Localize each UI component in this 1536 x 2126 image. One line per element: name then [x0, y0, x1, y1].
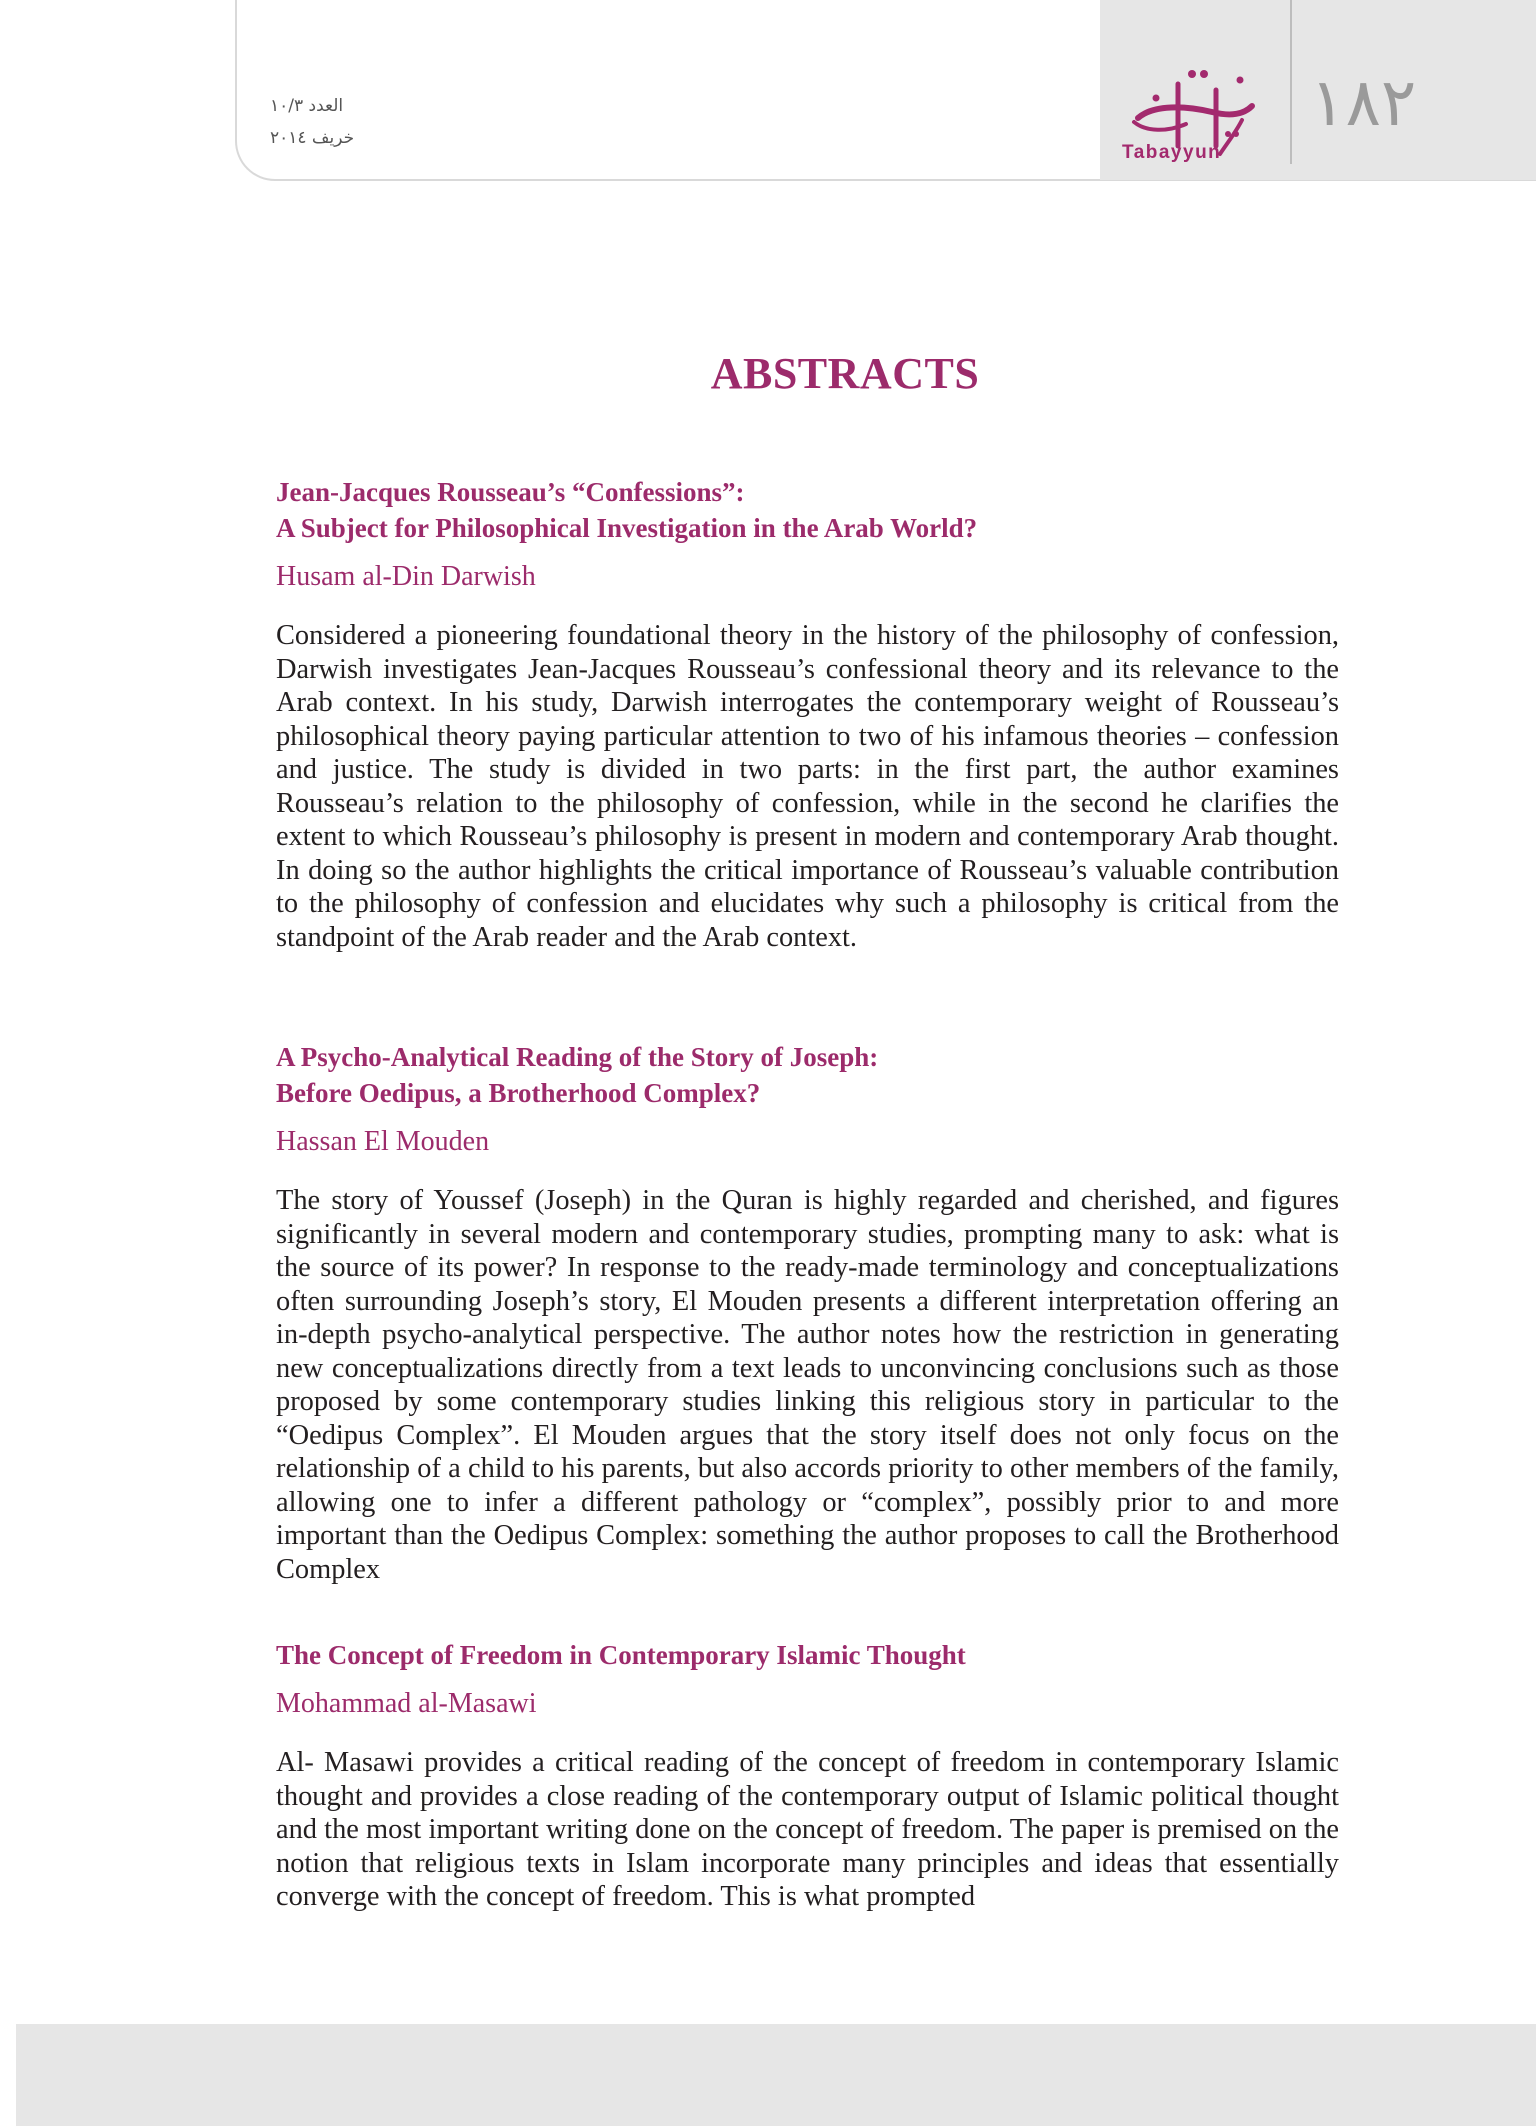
abstract-article [276, 474, 1339, 954]
issue-season: خريف ٢٠١٤ [270, 128, 355, 148]
page-title: ABSTRACTS [710, 349, 980, 398]
article-abstract: Al- Masawi provides a critical reading of the concept of freedom in contemporary Islamic thought and provides a close reading of the contemporary output of Islamic political thought and the most important writing done on the concept of freedom. The paper is premised on the notion that religious texts in Islam incorporate many principles and ideas that essentially converge with the concept of freedom. This is what prompted [276, 1747, 1339, 1912]
logo-wordmark: Tabayyun [1122, 142, 1222, 163]
tabayyun-logo [1120, 60, 1270, 170]
article-title-line: Before Oedipus, a Brotherhood Complex? [276, 1078, 761, 1108]
article-title [276, 474, 1339, 546]
article-abstract: The story of Youssef (Joseph) in the Quran is highly regarded and cherished, and figures significantly in several modern and contemporary studies, prompting many to ask: what is the source of its power? In response to the ready-made terminology and conceptualizations often surrounding Joseph’s story, El Mouden presents a different interpretation offering an in-depth psycho-analytical perspective. The author notes how the restriction in generating new conceptualizations directly from a text leads to unconvincing conclusions such as those proposed by some contemporary studies linking this religious story in particular to the “Oedipus Complex”. El Mouden argues that the story itself does not only focus on the relationship of a child to his parents, but also accords priority to other members of the family, allowing one to infer a different pathology or “complex”, possibly prior to and more important than the Oedipus Complex: something the author proposes to call the Brotherhood Complex [276, 1185, 1339, 1585]
abstract-article [276, 1039, 1339, 1586]
footer-band [16, 2024, 1536, 2126]
article-title [276, 1637, 1339, 1673]
article-author: Husam al-Din Darwish [276, 561, 536, 592]
article-title-line: The Concept of Freedom in Contemporary Islamic Thought [276, 1640, 966, 1670]
abstract-article [276, 1637, 1339, 1914]
article-title-line: A Psycho-Analytical Reading of the Story of Joseph: [276, 1042, 879, 1072]
header-divider [1290, 0, 1292, 164]
page-number: ١٨٢ [1310, 64, 1417, 141]
article-author: Hassan El Mouden [276, 1126, 490, 1157]
article-title [276, 1039, 1339, 1111]
article-title-line: Jean-Jacques Rousseau’s “Confessions”: [276, 477, 745, 507]
issue-number: العدد ١٠/٣ [270, 96, 344, 116]
article-author: Mohammad al-Masawi [276, 1688, 537, 1719]
article-abstract: Considered a pioneering foundational theory in the history of the philosophy of confession, Darwish investigates Jean-Jacques Rousseau’s confessional theory and its relevance to the Arab context. In his study, Darwish interrogates the contemporary weight of Rousseau’s philosophical theory paying particular attention to two of his infamous theories – confession and justice. The study is divided in two parts: in the first part, the author examines Rousseau’s relation to the philosophy of confession, while in the second he clarifies the extent to which Rousseau’s philosophy is present in modern and contemporary Arab thought. In doing so the author highlights the critical importance of Rousseau’s valuable contribution to the philosophy of confession and elucidates why such a philosophy is critical from the standpoint of the Arab reader and the Arab context. [276, 620, 1339, 953]
article-title-line: A Subject for Philosophical Investigation in the Arab World? [276, 513, 978, 543]
